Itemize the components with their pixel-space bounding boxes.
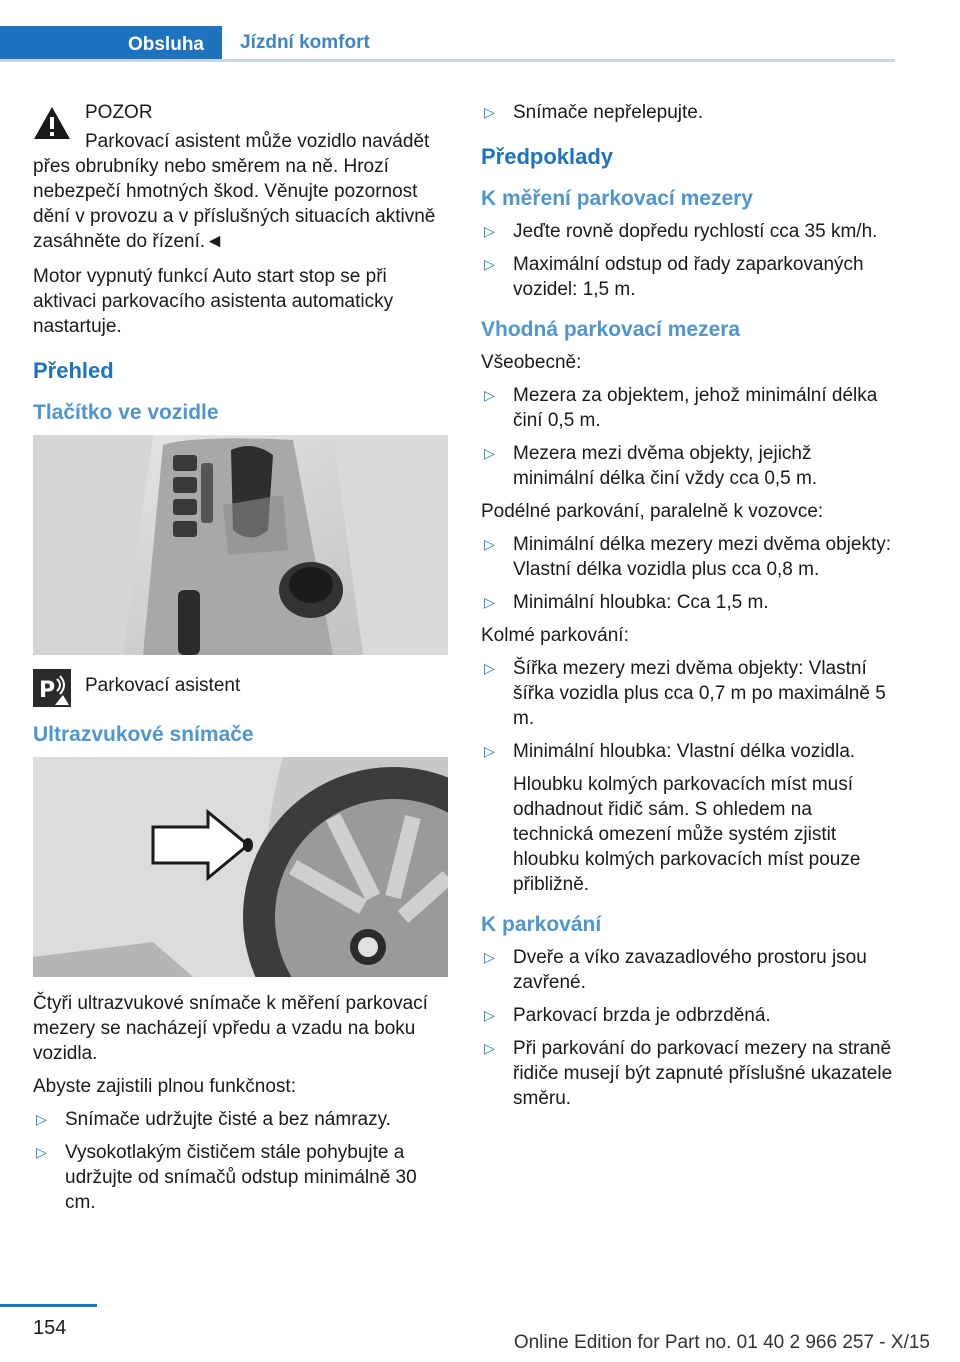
list-item: [481, 532, 896, 582]
list-item: [481, 1036, 896, 1111]
k-parkovani-list: [481, 945, 896, 1111]
list-item: [481, 100, 896, 125]
list-item-text: Minimální délka mezery mezi dvěma objekty: Vlastní délka vozidla plus cca 0,8 m.: [513, 534, 892, 580]
list-item: [481, 656, 896, 731]
triangle-right-icon: ▷: [484, 1007, 495, 1023]
triangle-right-icon: ▷: [484, 256, 495, 272]
list-item: [33, 1140, 448, 1215]
list-item-text: Šířka mezery mezi dvěma objekty: Vlastní šířka vozidla plus cca 0,7 m po maximálně 5 m.: [513, 658, 886, 729]
list-item-text: Při parkování do parkovací mezery na straně řidiče musejí být zapnuté příslušné ukazatele směru.: [513, 1038, 893, 1109]
perpendicular-list: [481, 656, 896, 764]
motor-text: Motor vypnutý funkcí Auto start stop se při aktivaci parkovacího asistenta automaticky nastartuje.: [33, 266, 394, 337]
header-tabbar: [0, 26, 895, 62]
console-photo: [33, 435, 448, 655]
list-item: [481, 739, 896, 764]
mereni-list: [481, 219, 896, 302]
warning-title: POZOR: [85, 102, 153, 123]
triangle-right-icon: ▷: [484, 445, 495, 461]
warning-first-line: Parkovací asistent může vozidlo navádět: [85, 131, 430, 152]
list-item: [481, 441, 896, 491]
function-intro: Abyste zajistili plnou funkčnost:: [33, 1076, 296, 1097]
page-number: 154: [33, 1317, 67, 1339]
caption-park-assist: Parkovací asistent: [85, 675, 241, 696]
heading-ultrasonic-sensors: Ultrazvukové snímače: [33, 723, 254, 746]
list-item-text: Snímače udržujte čisté a bez námrazy.: [65, 1109, 391, 1130]
list-item-text: Dveře a víko zavazadlového prostoru jsou zavřené.: [513, 947, 867, 993]
sensor-photo: [33, 757, 448, 977]
svg-text:P: P: [39, 678, 56, 703]
list-item-text: Minimální hloubka: Cca 1,5 m.: [513, 592, 769, 613]
list-item: [33, 1107, 448, 1132]
triangle-right-icon: ▷: [484, 660, 495, 676]
general-list: [481, 383, 896, 491]
right-column: [481, 100, 896, 1119]
list-item-text: Snímače nepřelepujte.: [513, 102, 704, 123]
list-item: [481, 252, 896, 302]
edition-footer: [514, 1330, 930, 1355]
header-rule: [0, 59, 895, 62]
triangle-right-icon: ▷: [484, 594, 495, 610]
heading-mereni: K měření parkovací mezery: [481, 187, 753, 210]
triangle-right-icon: ▷: [484, 743, 495, 759]
perpendicular-label: Kolmé parkování:: [481, 625, 629, 646]
warning-triangle-icon: [33, 106, 71, 140]
list-item-text: Mezera mezi dvěma objekty, jejichž minimální délka činí vždy cca 0,5 m.: [513, 443, 818, 489]
warning-block: [33, 100, 448, 254]
list-item-text: Jeďte rovně dopředu rychlostí cca 35 km/h.: [513, 221, 878, 242]
parallel-label: Podélné parkování, paralelně k vozovce:: [481, 501, 824, 522]
footer-rule: [0, 1304, 97, 1307]
triangle-right-icon: ▷: [484, 387, 495, 403]
triangle-right-icon: ▷: [36, 1144, 47, 1160]
triangle-right-icon: ▷: [484, 223, 495, 239]
heading-prehled: Přehled: [33, 358, 114, 383]
list-item-text: Maximální odstup od řady zaparkovaných vozidel: 1,5 m.: [513, 254, 864, 300]
park-assist-icon: [33, 669, 71, 707]
list-item: [481, 383, 896, 433]
tab-obsluha[interactable]: Obsluha: [0, 26, 222, 62]
list-item-text: Minimální hloubka: Vlastní délka vozidla.: [513, 741, 856, 762]
left-column: [33, 100, 448, 1223]
list-item-text: Vysokotlakým čističem stále pohybujte a udržujte od snímačů odstup minimálně 30 cm.: [65, 1142, 417, 1213]
heading-k-parkovani: K parkování: [481, 913, 602, 936]
tab-jizdni-komfort[interactable]: Jízdní komfort: [240, 32, 370, 53]
sensors-text: Čtyři ultrazvukové snímače k měření parkovací mezery se nacházejí vpředu a vzadu na boku vozidla.: [33, 993, 428, 1064]
triangle-right-icon: ▷: [484, 104, 495, 120]
list-item-text: Mezera za objektem, jehož minimální délka činí 0,5 m.: [513, 385, 878, 431]
function-list: [33, 1107, 448, 1215]
triangle-right-icon: ▷: [484, 536, 495, 552]
triangle-right-icon: ▷: [36, 1111, 47, 1127]
list-item: [481, 590, 896, 615]
list-item: [481, 219, 896, 244]
perpendicular-note: Hloubku kolmých parkovacích míst musí odhadnout řidič sám. S ohledem na technická omezení může systém zjistit hloubku kolmých parkovacích míst pouze přibližně.: [513, 774, 861, 895]
parallel-list: [481, 532, 896, 615]
general-label: Všeobecně:: [481, 352, 582, 373]
list-item: [481, 1003, 896, 1028]
list-item-text: Parkovací brzda je odbrzděná.: [513, 1005, 771, 1026]
list-item: [481, 945, 896, 995]
top-list: [481, 100, 896, 125]
heading-tlacitko: Tlačítko ve vozidle: [33, 401, 219, 424]
heading-vhodna-mezera: Vhodná parkovací mezera: [481, 318, 741, 341]
triangle-right-icon: ▷: [484, 949, 495, 965]
triangle-right-icon: ▷: [484, 1040, 495, 1056]
warning-text: přes obrubníky nebo směrem na ně. Hrozí nebezpečí hmotných škod. Věnujte pozornost dění v provozu a v příslušných situacích aktivně zasáhněte do řízení.◄: [33, 156, 436, 252]
park-assist-caption: [33, 669, 448, 707]
edition-text: Online Edition for Part no. 01 40 2 966 257 - X/15: [513, 1332, 930, 1353]
heading-predpoklady: Předpoklady: [481, 144, 614, 169]
